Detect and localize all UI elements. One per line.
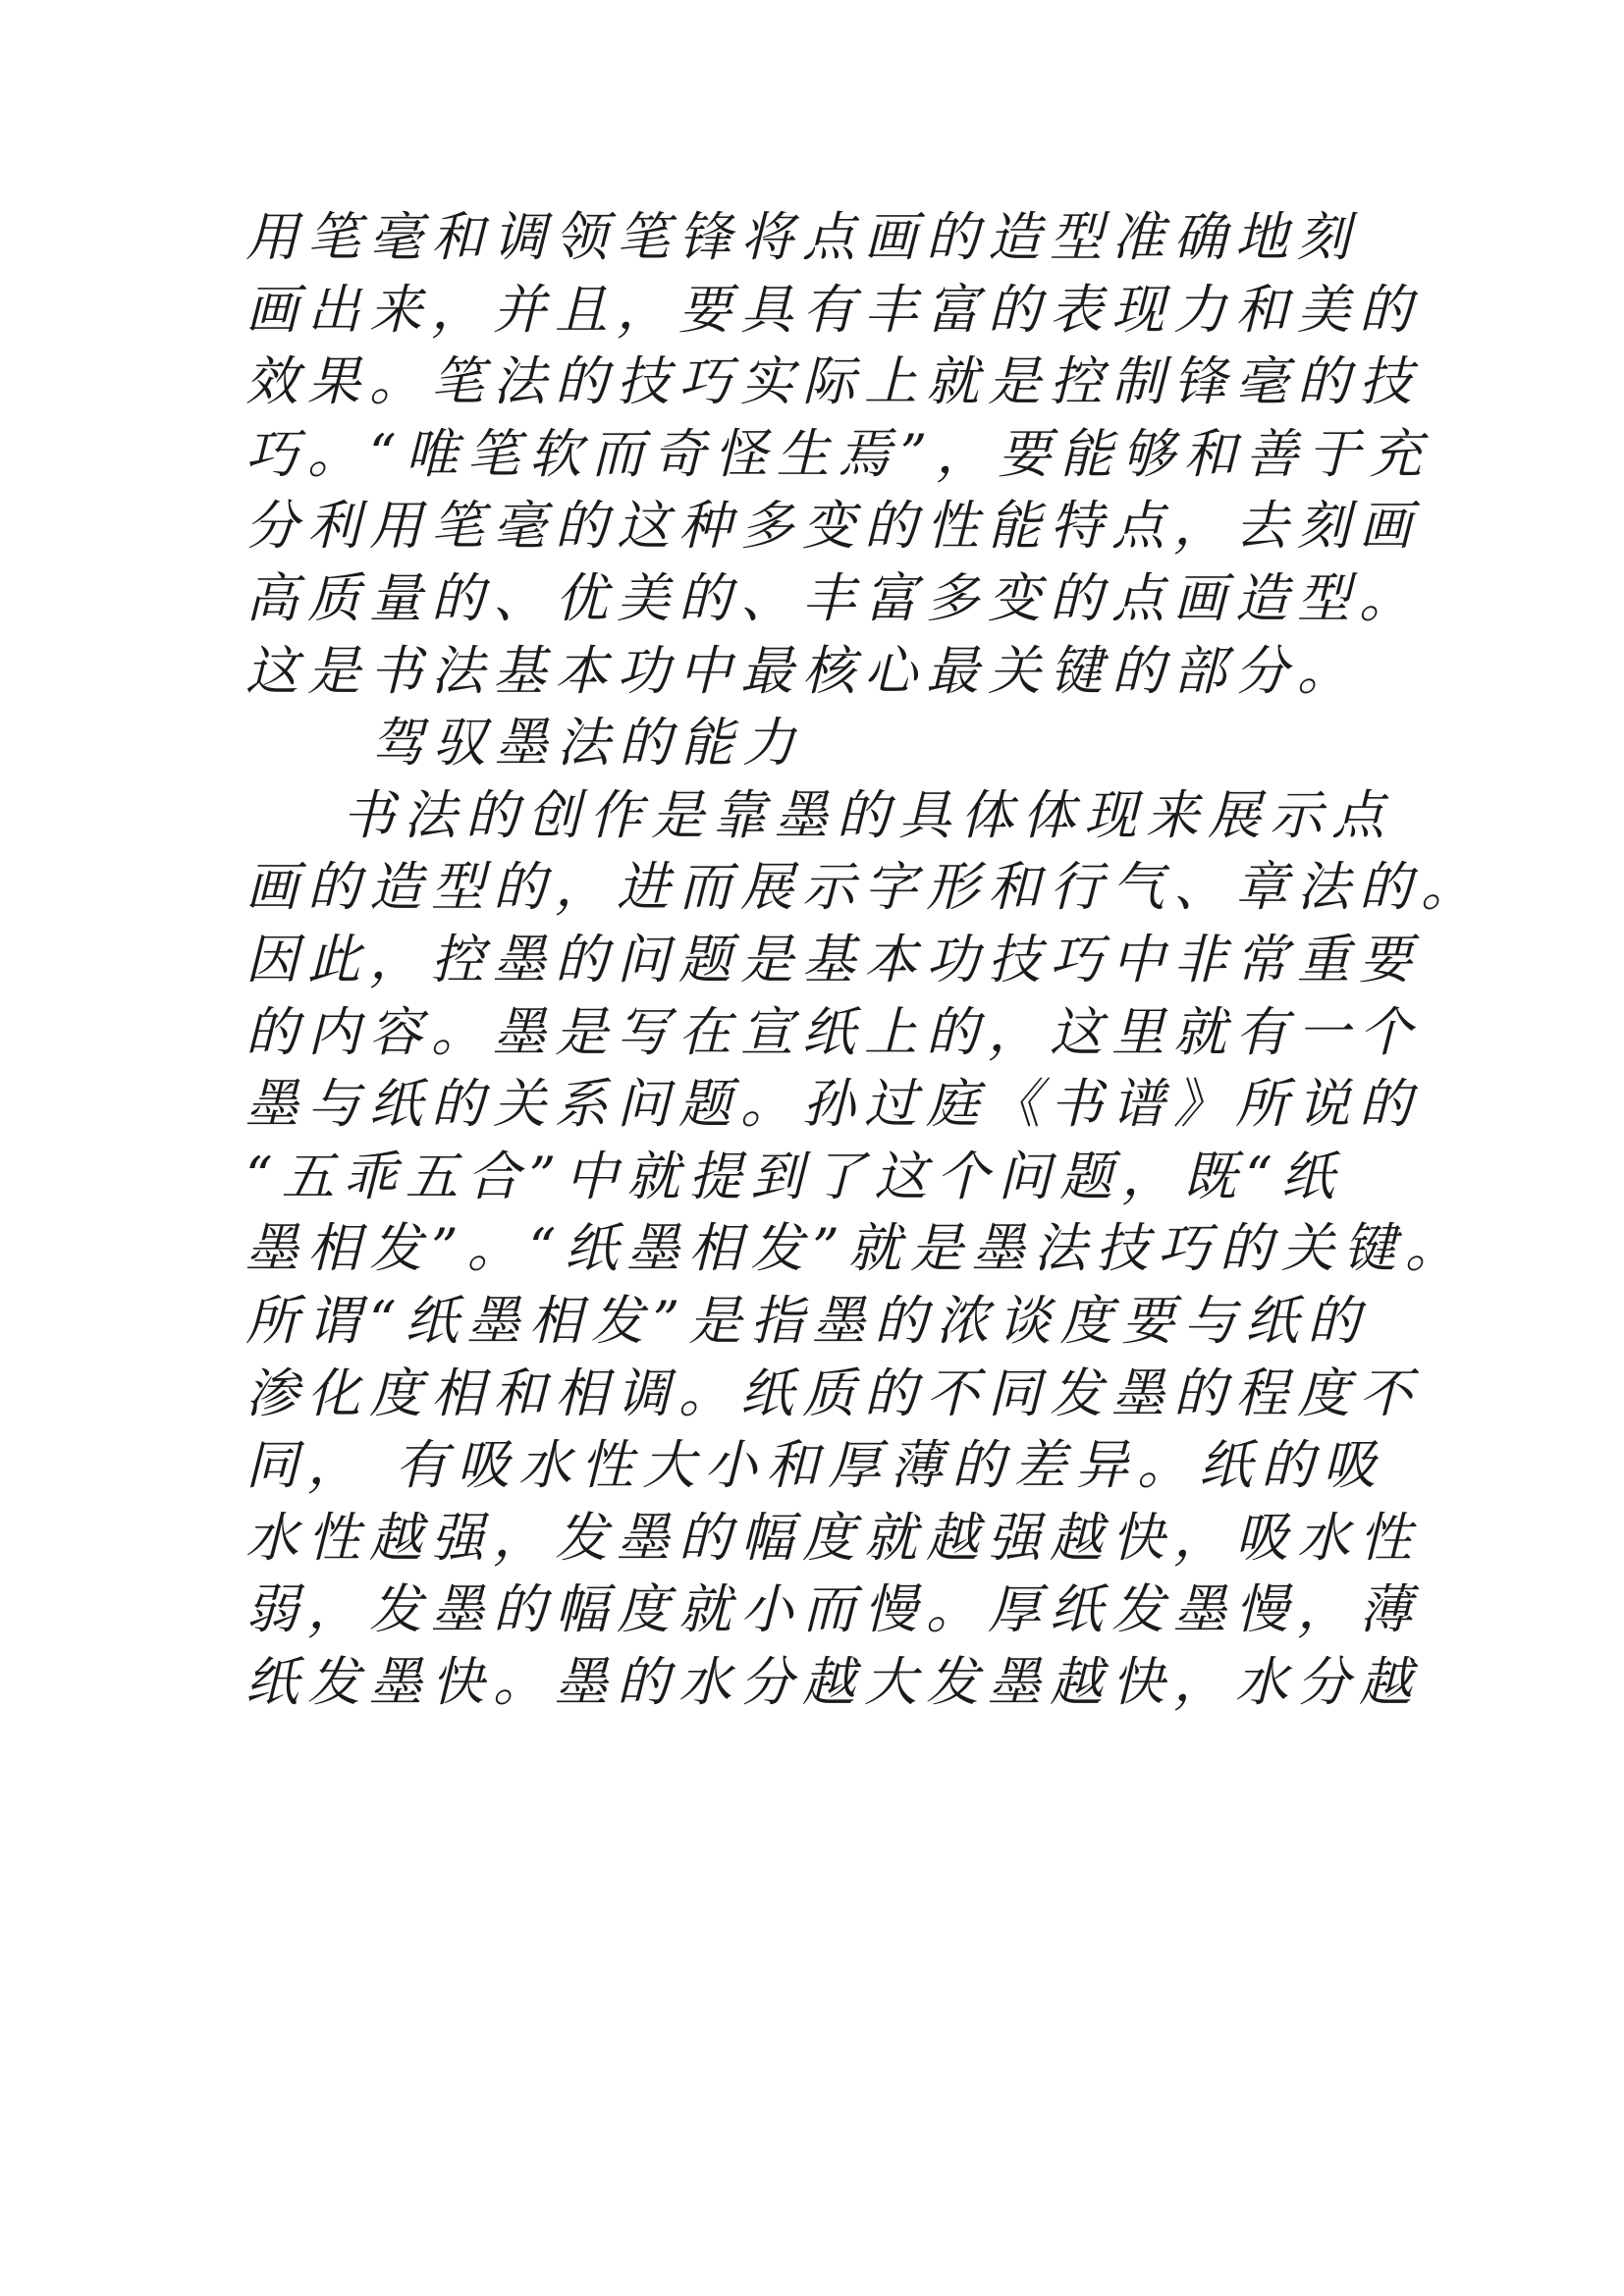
- text-line: 巧。“唯笔软而奇怪生焉”，要能够和善于充: [245, 422, 1432, 485]
- section-heading: 驾驭墨法的能力: [371, 712, 804, 774]
- text-line: 书法的创作是靠墨的具体体现来展示点: [342, 783, 1393, 846]
- text-line: 弱，发墨的幅度就小而慢。厚纸发墨慢，薄: [245, 1578, 1421, 1641]
- text-line: 纸发墨快。墨的水分越大发墨越快，水分越: [245, 1650, 1421, 1713]
- text-line: 墨相发”。“纸墨相发”就是墨法技巧的关键。: [245, 1217, 1467, 1280]
- body-text: [245, 201, 1483, 1718]
- text-line: 渗化度相和相调。纸质的不同发墨的程度不: [245, 1362, 1421, 1424]
- text-line: 这是书法基本功中最核心最关键的部分。: [245, 639, 1359, 702]
- text-line: 画的造型的，进而展示字形和行气、章法的。: [245, 856, 1483, 919]
- text-line: 分利用笔毫的这种多变的性能特点，去刻画: [245, 495, 1421, 558]
- text-line: 水性越强，发墨的幅度就越强越快，吸水性: [245, 1506, 1421, 1569]
- text-line: 用笔毫和调领笔锋将点画的造型准确地刻: [245, 206, 1359, 268]
- text-line: 画出来，并且，要具有丰富的表现力和美的: [245, 278, 1421, 341]
- text-line: 因此，控墨的问题是基本功技巧中非常重要: [245, 928, 1421, 990]
- text-line: 所谓“纸墨相发”是指墨的浓谈度要与纸的: [245, 1289, 1370, 1352]
- text-line: 的内容。墨是写在宣纸上的，这里就有一个: [245, 1000, 1421, 1063]
- text-line: 同， 有吸水性大小和厚薄的差异。纸的吸: [245, 1434, 1385, 1497]
- text-line: 高质量的、优美的、丰富多变的点画造型。: [245, 566, 1421, 629]
- text-line: 墨与纸的关系问题。孙过庭《书谱》所说的: [245, 1073, 1421, 1136]
- text-line: “五乖五合”中就提到了这个问题，既“纸: [245, 1145, 1343, 1207]
- text-line: 效果。笔法的技巧实际上就是控制锋毫的技: [245, 350, 1421, 413]
